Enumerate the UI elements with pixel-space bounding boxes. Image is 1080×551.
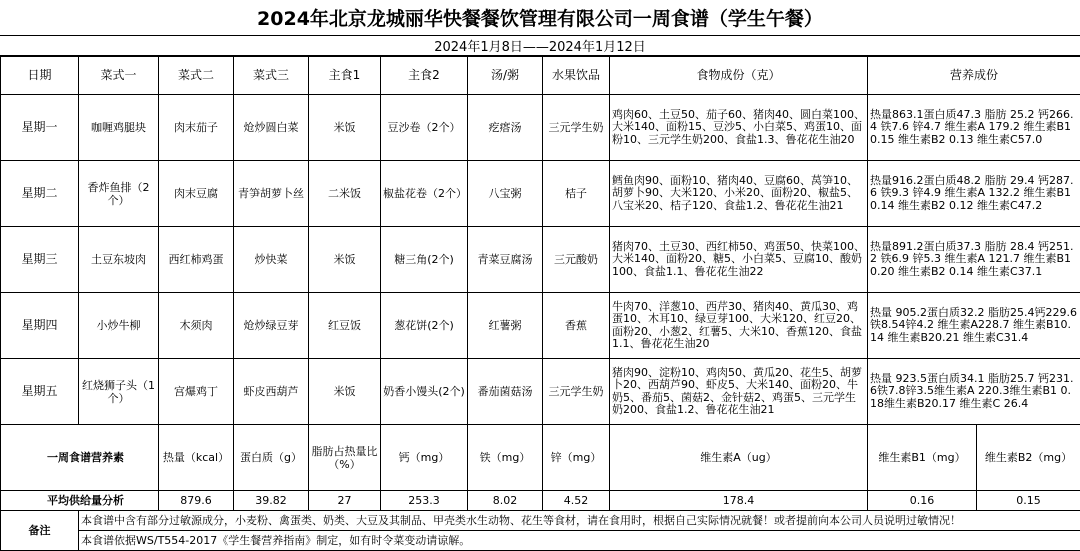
day-row-wed bbox=[1, 227, 1080, 293]
summary-nutrient-row bbox=[1, 425, 1080, 491]
nutrient-calcium-label: 钙（mg） bbox=[381, 425, 468, 491]
nutrition-cell: 热量 905.2蛋白质32.2 脂肪25.4钙229.6铁8.54锌4.2 维生素A228.7 维生素B10.14 维生素B20.21 维生素C31.4 bbox=[868, 293, 1080, 359]
note-row-2 bbox=[1, 531, 1080, 551]
staple2-cell: 糖三角(2个) bbox=[381, 227, 468, 293]
nutrition-cell: 热量 923.5蛋白质34.1 脂肪25.7 钙231.6铁7.8锌3.5维生素A 220.3维生素B1 0.18维生素B20.17 维生素C 26.4 bbox=[868, 359, 1080, 425]
staple1-cell: 米饭 bbox=[309, 359, 381, 425]
nutrient-energy-label: 热量（kcal） bbox=[159, 425, 234, 491]
ingredients-cell: 猪肉90、淀粉10、鸡肉50、黄瓜20、花生5、胡萝卜20、西葫芦90、虾皮5、大米140、面粉20、牛奶5、番茄5、菌菇2、金针菇2、鸡蛋5、三元学生奶200、食盐1.2、鲁花花生油21 bbox=[610, 359, 868, 425]
dish1-cell: 小炒牛柳 bbox=[79, 293, 159, 359]
fruit-cell: 三元酸奶 bbox=[543, 227, 610, 293]
fruit-cell: 桔子 bbox=[543, 161, 610, 227]
day-row-tue bbox=[1, 161, 1080, 227]
dish3-cell: 炝炒绿豆芽 bbox=[234, 293, 309, 359]
zinc-value: 4.52 bbox=[543, 491, 610, 511]
dish2-cell: 宫爆鸡丁 bbox=[159, 359, 234, 425]
summary-value-row bbox=[1, 491, 1080, 511]
dish2-cell: 肉末豆腐 bbox=[159, 161, 234, 227]
ingredients-cell: 鸡肉60、土豆50、茄子60、猪肉40、圆白菜100、大米140、面粉15、豆沙5、小白菜5、鸡蛋10、面粉10、三元学生奶200、食盐1.3、鲁花花生油20 bbox=[610, 95, 868, 161]
header-staple1: 主食1 bbox=[309, 57, 381, 95]
fat-value: 27 bbox=[309, 491, 381, 511]
note-row-1 bbox=[1, 511, 1080, 531]
fruit-cell: 三元学生奶 bbox=[543, 359, 610, 425]
day-row-thu bbox=[1, 293, 1080, 359]
note-standard: 本食谱依据WS/T554-2017《学生餐营养指南》制定，如有时令菜变动请谅解。 bbox=[79, 531, 1080, 551]
energy-value: 879.6 bbox=[159, 491, 234, 511]
dish3-cell: 炝炒圆白菜 bbox=[234, 95, 309, 161]
page-title: 2024年北京龙城丽华快餐餐饮管理有限公司一周食谱（学生午餐） bbox=[0, 0, 1080, 36]
dish2-cell: 西红柿鸡蛋 bbox=[159, 227, 234, 293]
header-dish3: 菜式三 bbox=[234, 57, 309, 95]
dish3-cell: 虾皮西葫芦 bbox=[234, 359, 309, 425]
header-ingredients: 食物成份（克） bbox=[610, 57, 868, 95]
vitb1-value: 0.16 bbox=[868, 491, 977, 511]
protein-value: 39.82 bbox=[234, 491, 309, 511]
nutrient-iron-label: 铁（mg） bbox=[468, 425, 543, 491]
dish3-cell: 炒快菜 bbox=[234, 227, 309, 293]
header-row bbox=[1, 57, 1080, 95]
dish1-cell: 咖喱鸡腿块 bbox=[79, 95, 159, 161]
date-range: 2024年1月8日——2024年1月12日 bbox=[0, 36, 1080, 56]
staple1-cell: 米饭 bbox=[309, 95, 381, 161]
ingredients-cell: 牛肉70、洋葱10、西芹30、猪肉40、黄瓜30、鸡蛋10、木耳10、绿豆芽100、大米120、红豆20、面粉20、小葱2、红薯5、大米10、香蕉120、食盐1.1、鲁花花生油20 bbox=[610, 293, 868, 359]
summary-label-2: 平均供给量分析 bbox=[1, 491, 159, 511]
header-nutrition: 营养成份 bbox=[868, 57, 1080, 95]
nutrient-fat-label: 脂肪占热量比（%） bbox=[309, 425, 381, 491]
nutrient-vita-label: 维生素A（ug） bbox=[610, 425, 868, 491]
day-row-fri bbox=[1, 359, 1080, 425]
iron-value: 8.02 bbox=[468, 491, 543, 511]
soup-cell: 疙瘩汤 bbox=[468, 95, 543, 161]
dish1-cell: 红烧狮子头（1个） bbox=[79, 359, 159, 425]
nutrition-cell: 热量891.2蛋白质37.3 脂肪 28.4 钙251.2 铁6.9 锌5.3 维生素A 121.7 维生素B1 0.20 维生素B2 0.14 维生素C37.1 bbox=[868, 227, 1080, 293]
day-name: 星期一 bbox=[1, 95, 79, 161]
vita-value: 178.4 bbox=[610, 491, 868, 511]
header-staple2: 主食2 bbox=[381, 57, 468, 95]
dish3-cell: 青笋胡萝卜丝 bbox=[234, 161, 309, 227]
nutrient-protein-label: 蛋白质（g） bbox=[234, 425, 309, 491]
dish1-cell: 土豆东坡肉 bbox=[79, 227, 159, 293]
calcium-value: 253.3 bbox=[381, 491, 468, 511]
ingredients-cell: 鳕鱼肉90、面粉10、猪肉40、豆腐60、莴笋10、胡萝卜90、大米120、小米20、面粉20、椒盐5、八宝米20、桔子120、食盐1.2、鲁花花生油21 bbox=[610, 161, 868, 227]
staple2-cell: 奶香小馒头(2个) bbox=[381, 359, 468, 425]
header-fruit: 水果饮品 bbox=[543, 57, 610, 95]
header-date: 日期 bbox=[1, 57, 79, 95]
dish2-cell: 肉末茄子 bbox=[159, 95, 234, 161]
nutrition-cell: 热量916.2蛋白质48.2 脂肪 29.4 钙287.6 铁9.3 锌4.9 维生素A 132.2 维生素B1 0.14 维生素B2 0.12 维生素C47.2 bbox=[868, 161, 1080, 227]
vitb2-value: 0.15 bbox=[977, 491, 1080, 511]
staple1-cell: 二米饭 bbox=[309, 161, 381, 227]
staple2-cell: 豆沙卷（2个） bbox=[381, 95, 468, 161]
fruit-cell: 香蕉 bbox=[543, 293, 610, 359]
note-allergen: 本食谱中含有部分过敏源成分，小麦粉、禽蛋类、奶类、大豆及其制品、甲壳类水生动物、花生等食材，请在食用时，根据自己实际情况就餐！或者提前向本公司人员说明过敏情况！ bbox=[79, 511, 1080, 531]
soup-cell: 红薯粥 bbox=[468, 293, 543, 359]
soup-cell: 青菜豆腐汤 bbox=[468, 227, 543, 293]
menu-table bbox=[0, 56, 1080, 551]
soup-cell: 八宝粥 bbox=[468, 161, 543, 227]
staple2-cell: 椒盐花卷（2个） bbox=[381, 161, 468, 227]
header-soup: 汤/粥 bbox=[468, 57, 543, 95]
header-dish2: 菜式二 bbox=[159, 57, 234, 95]
notes-label: 备注 bbox=[1, 511, 79, 551]
day-name: 星期五 bbox=[1, 359, 79, 425]
fruit-cell: 三元学生奶 bbox=[543, 95, 610, 161]
dish1-cell: 香炸鱼排（2个） bbox=[79, 161, 159, 227]
header-dish1: 菜式一 bbox=[79, 57, 159, 95]
soup-cell: 番茄菌菇汤 bbox=[468, 359, 543, 425]
day-name: 星期三 bbox=[1, 227, 79, 293]
staple1-cell: 米饭 bbox=[309, 227, 381, 293]
summary-label-1: 一周食谱营养素 bbox=[1, 425, 159, 491]
nutrient-zinc-label: 锌（mg） bbox=[543, 425, 610, 491]
day-name: 星期二 bbox=[1, 161, 79, 227]
staple1-cell: 红豆饭 bbox=[309, 293, 381, 359]
dish2-cell: 木须肉 bbox=[159, 293, 234, 359]
ingredients-cell: 猪肉70、土豆30、西红柿50、鸡蛋50、快菜100、大米140、面粉20、糖5、小白菜5、豆腐10、酸奶100、食盐1.1、鲁花花生油22 bbox=[610, 227, 868, 293]
nutrition-cell: 热量863.1蛋白质47.3 脂肪 25.2 钙266.4 铁7.6 锌4.7 维生素A 179.2 维生素B1 0.15 维生素B2 0.13 维生素C57.0 bbox=[868, 95, 1080, 161]
staple2-cell: 葱花饼(2个) bbox=[381, 293, 468, 359]
day-name: 星期四 bbox=[1, 293, 79, 359]
day-row-mon bbox=[1, 95, 1080, 161]
nutrient-vitb2-label: 维生素B2（mg） bbox=[977, 425, 1080, 491]
nutrient-vitb1-label: 维生素B1（mg） bbox=[868, 425, 977, 491]
